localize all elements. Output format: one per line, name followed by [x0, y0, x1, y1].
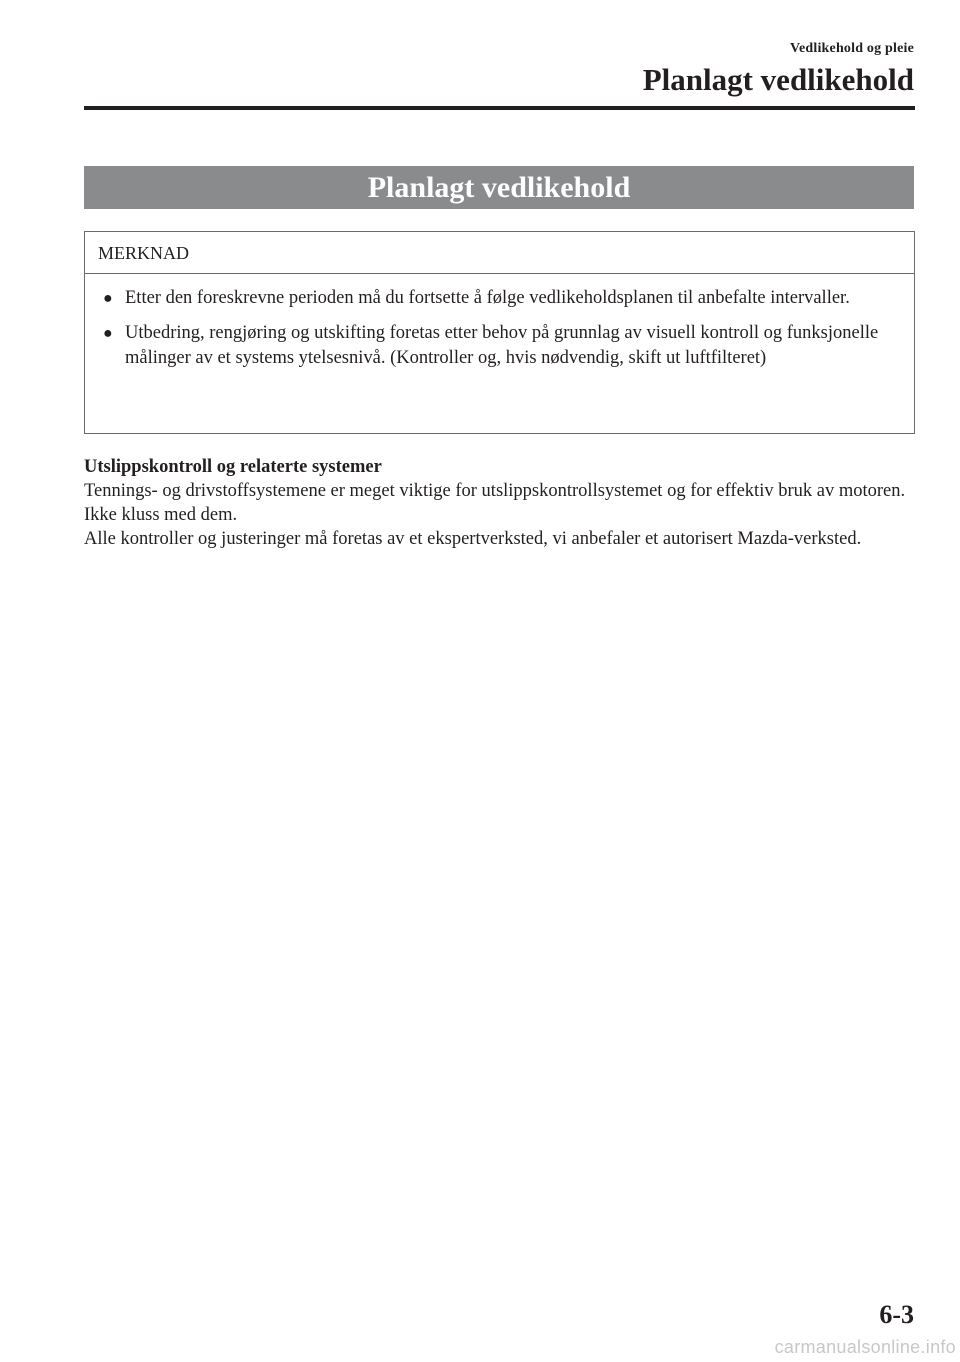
section-banner: Planlagt vedlikehold: [84, 166, 914, 209]
header-divider: [84, 106, 915, 110]
note-title: MERKNAD: [85, 232, 914, 274]
body-paragraph: Tennings- og drivstoffsystemene er meget viktige for utslippskontrollsystemet og for effektiv bruk av motoren. Ikke kluss med dem.: [84, 481, 906, 525]
note-item: [85, 321, 914, 371]
page-header-title: Planlagt vedlikehold: [642, 62, 914, 97]
watermark: carmanualsonline.info: [774, 1337, 956, 1357]
note-item-text: Utbedring, rengjøring og utskifting foretas etter behov på grunnlag av visuell kontroll og funksjonelle målinger av et systems ytelsesnivå. (Kontroller og, hvis nødvendig, skift ut luftfilteret): [125, 323, 879, 368]
note-list: [85, 274, 914, 371]
note-box: [84, 231, 915, 434]
chapter-label: Vedlikehold og pleie: [789, 41, 914, 56]
page-number: 6-3: [879, 1300, 914, 1329]
body-paragraph: Alle kontroller og justeringer må foretas av et ekspertverksted, vi anbefaler et autorisert Mazda-verksted.: [84, 529, 862, 549]
note-item: [85, 286, 914, 311]
bullet-icon: ●: [103, 290, 113, 307]
body-section: [84, 455, 920, 551]
note-item-text: Etter den foreskrevne perioden må du fortsette å følge vedlikeholdsplanen til anbefalte intervaller.: [125, 288, 850, 308]
bullet-icon: ●: [103, 325, 113, 342]
section-heading: Utslippskontroll og relaterte systemer: [84, 457, 382, 477]
